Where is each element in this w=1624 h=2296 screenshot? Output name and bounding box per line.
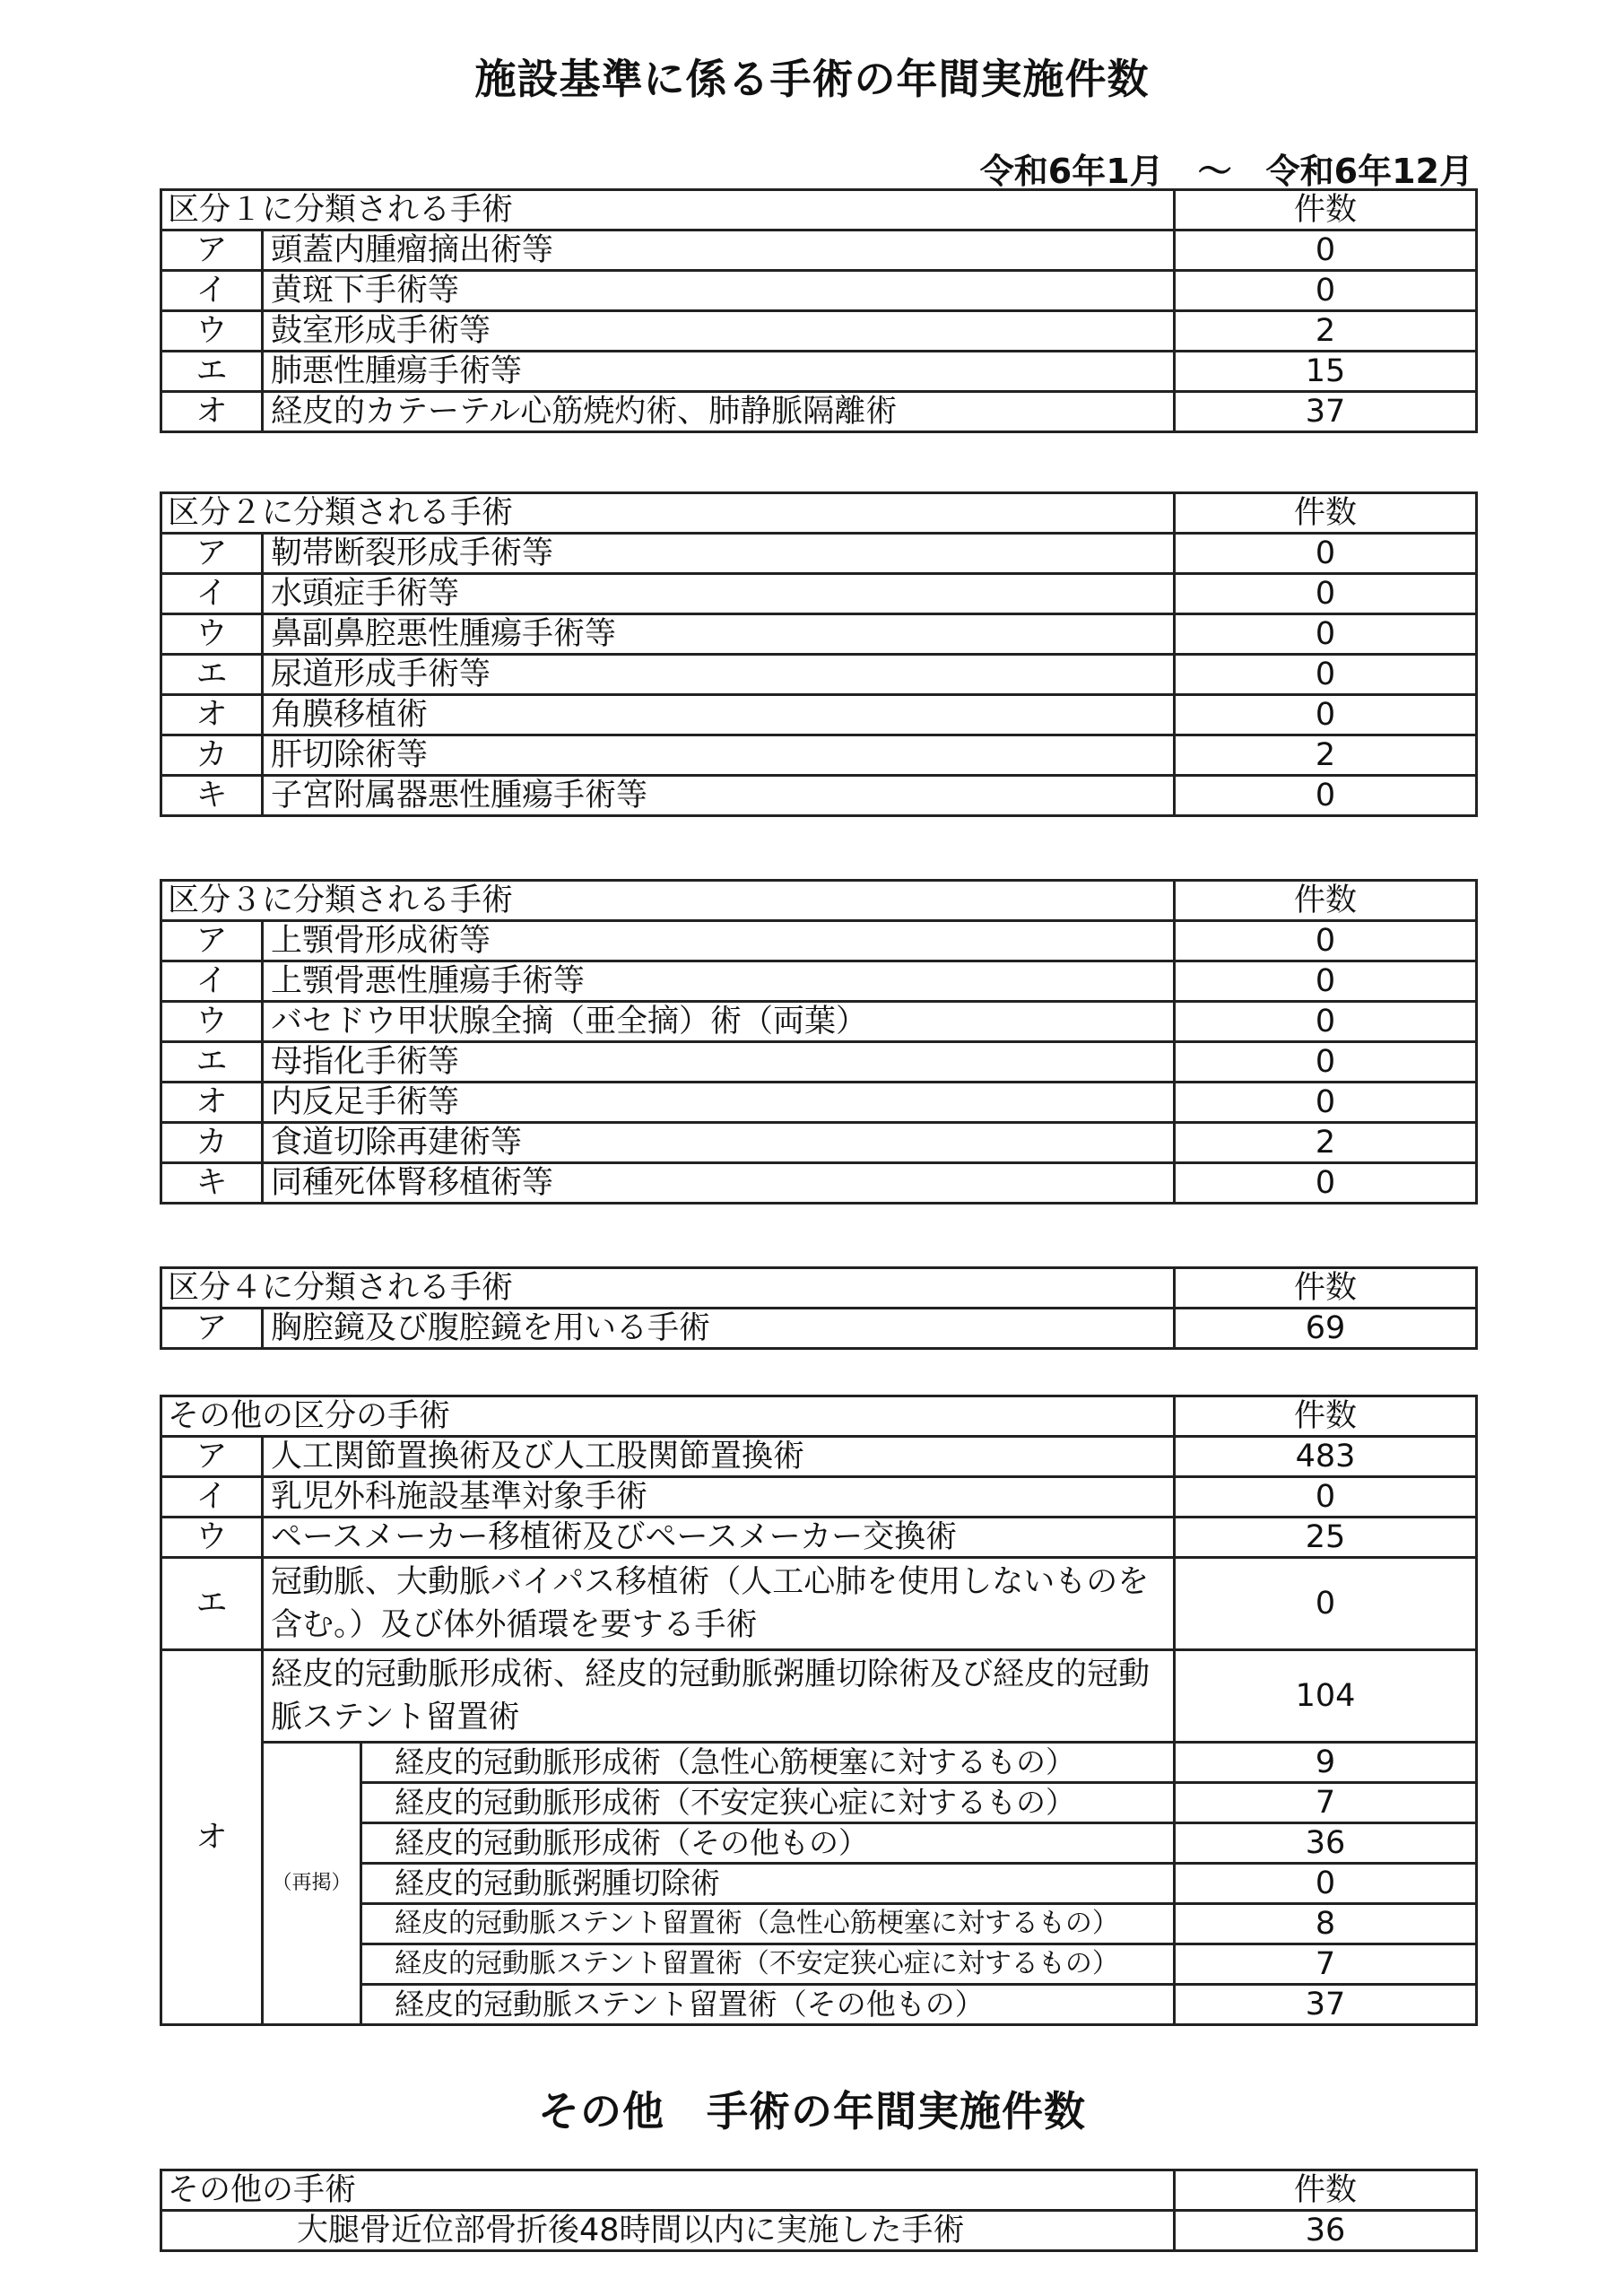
other-title: その他 手術の年間実施件数 [538,2087,1086,2135]
sub-procedure-count: 0 [1175,1864,1477,1904]
section-1-table [160,188,1478,433]
sub-procedure-count: 9 [1175,1743,1477,1783]
procedure-count: 69 [1175,1309,1477,1349]
section-header-row [161,881,1477,921]
row-letter: ア [161,230,263,271]
procedure-count: 0 [1175,1083,1477,1123]
row-letter: イ [161,271,263,311]
table-row [161,1163,1477,1204]
procedure-name: 肺悪性腫瘍手術等 [263,352,1175,392]
procedure-count: 0 [1175,1558,1477,1650]
procedure-count: 2 [1175,735,1477,776]
procedure-name: 同種死体腎移植術等 [263,1163,1175,1204]
row-letter: ウ [161,614,263,655]
count-header: 件数 [1175,1396,1477,1437]
sub-procedure-name: 経皮的冠動脈ステント留置術（その他もの） [361,1985,1175,2025]
procedure-count: 104 [1175,1650,1477,1743]
procedure-count: 0 [1175,1042,1477,1083]
row-letter: カ [161,735,263,776]
row-letter: エ [161,1558,263,1650]
sub-procedure-name: 経皮的冠動脈形成術（急性心筋梗塞に対するもの） [361,1743,1175,1783]
section-header: 区分４に分類される手術 [161,1268,1175,1309]
procedure-name: 母指化手術等 [263,1042,1175,1083]
section-header-row [161,190,1477,230]
row-letter: キ [161,1163,263,1204]
row-letter: ア [161,534,263,574]
procedure-count: 0 [1175,614,1477,655]
restated-label: （再掲） [263,1743,361,2025]
table-row [161,1309,1477,1349]
procedure-name: 乳児外科施設基準対象手術 [263,1477,1175,1518]
table-row [161,2211,1477,2251]
procedure-count: 2 [1175,311,1477,352]
row-letter: エ [161,352,263,392]
row-letter: イ [161,961,263,1002]
section-header: 区分２に分類される手術 [161,493,1175,534]
section-4-table [160,1266,1478,1350]
procedure-count: 0 [1175,534,1477,574]
procedure-name: 黄斑下手術等 [263,271,1175,311]
count-header: 件数 [1175,2170,1477,2211]
procedure-name: 上顎骨形成術等 [263,921,1175,961]
sub-procedure-name: 経皮的冠動脈粥腫切除術 [361,1864,1175,1904]
procedure-name: 胸腔鏡及び腹腔鏡を用いる手術 [263,1309,1175,1349]
table-row [161,1558,1477,1650]
row-letter: キ [161,776,263,816]
section-2-table [160,491,1478,817]
procedure-count: 0 [1175,1163,1477,1204]
table-row [161,655,1477,695]
procedure-name: 鼻副鼻腔悪性腫瘍手術等 [263,614,1175,655]
sub-procedure-count: 36 [1175,1823,1477,1864]
section-header-row [161,493,1477,534]
procedure-count: 36 [1175,2211,1477,2251]
table-row [161,574,1477,614]
section-header: その他の手術 [161,2170,1175,2211]
procedure-name: 水頭症手術等 [263,574,1175,614]
procedure-count: 0 [1175,776,1477,816]
table-row [161,230,1477,271]
row-letter: オ [161,392,263,432]
table-row [161,1042,1477,1083]
count-header: 件数 [1175,190,1477,230]
procedure-name: 頭蓋内腫瘤摘出術等 [263,230,1175,271]
table-row [161,392,1477,432]
sub-procedure-name: 経皮的冠動脈ステント留置術（不安定狭心症に対するもの） [361,1944,1175,1985]
row-letter: カ [161,1123,263,1163]
sub-procedure-name: 経皮的冠動脈形成術（不安定狭心症に対するもの） [361,1783,1175,1823]
sub-procedure-count: 7 [1175,1783,1477,1823]
table-row [161,921,1477,961]
table-row [161,1437,1477,1477]
table-row [161,1518,1477,1558]
procedure-name: 経皮的カテーテル心筋焼灼術、肺静脈隔離術 [263,392,1175,432]
procedure-count: 0 [1175,271,1477,311]
table-row [161,776,1477,816]
row-letter: ウ [161,311,263,352]
procedure-count: 0 [1175,1002,1477,1042]
row-letter: ウ [161,1518,263,1558]
row-letter: エ [161,655,263,695]
section-header-row [161,2170,1477,2211]
procedure-count: 0 [1175,961,1477,1002]
section-3-table [160,879,1478,1205]
procedure-count: 0 [1175,655,1477,695]
table-row [161,534,1477,574]
sub-procedure-count: 8 [1175,1904,1477,1944]
procedure-name: 子宮附属器悪性腫瘍手術等 [263,776,1175,816]
row-letter: イ [161,1477,263,1518]
procedure-count: 0 [1175,230,1477,271]
row-letter: ア [161,921,263,961]
procedure-name: 靭帯断裂形成手術等 [263,534,1175,574]
count-header: 件数 [1175,881,1477,921]
count-header: 件数 [1175,1268,1477,1309]
table-row [161,1650,1477,1743]
section-header-row [161,1396,1477,1437]
procedure-count: 0 [1175,695,1477,735]
count-header: 件数 [1175,493,1477,534]
table-row [161,614,1477,655]
page-title: 施設基準に係る手術の年間実施件数 [474,55,1150,103]
table-row [161,1477,1477,1518]
procedure-count: 483 [1175,1437,1477,1477]
table-row [161,695,1477,735]
sub-procedure-count: 7 [1175,1944,1477,1985]
procedure-name: 大腿骨近位部骨折後48時間以内に実施した手術 [161,2211,1175,2251]
row-letter: オ [161,1650,263,2025]
procedure-name: 尿道形成手術等 [263,655,1175,695]
table-row [161,1123,1477,1163]
table-row [161,1743,1477,1783]
table-row [161,311,1477,352]
section-header: その他の区分の手術 [161,1396,1175,1437]
procedure-count: 15 [1175,352,1477,392]
section-6-table [160,2169,1478,2252]
sub-procedure-count: 37 [1175,1985,1477,2025]
procedure-name: 角膜移植術 [263,695,1175,735]
row-letter: イ [161,574,263,614]
procedure-count: 0 [1175,921,1477,961]
procedure-count: 2 [1175,1123,1477,1163]
row-letter: ウ [161,1002,263,1042]
procedure-count: 37 [1175,392,1477,432]
table-row [161,271,1477,311]
procedure-name: バセドウ甲状腺全摘（亜全摘）術（両葉） [263,1002,1175,1042]
procedure-count: 0 [1175,574,1477,614]
procedure-name: 鼓室形成手術等 [263,311,1175,352]
table-row [161,735,1477,776]
procedure-name: ペースメーカー移植術及びペースメーカー交換術 [263,1518,1175,1558]
procedure-name: 内反足手術等 [263,1083,1175,1123]
section-header-row [161,1268,1477,1309]
table-row [161,961,1477,1002]
row-letter: ア [161,1437,263,1477]
procedure-count: 0 [1175,1477,1477,1518]
section-header: 区分３に分類される手術 [161,881,1175,921]
sub-procedure-name: 経皮的冠動脈ステント留置術（急性心筋梗塞に対するもの） [361,1904,1175,1944]
procedure-name: 上顎骨悪性腫瘍手術等 [263,961,1175,1002]
row-letter: エ [161,1042,263,1083]
table-row [161,352,1477,392]
table-row [161,1083,1477,1123]
row-letter: オ [161,695,263,735]
row-letter: オ [161,1083,263,1123]
procedure-name: 経皮的冠動脈形成術、経皮的冠動脈粥腫切除術及び経皮的冠動脈ステント留置術 [263,1650,1175,1743]
procedure-name: 肝切除術等 [263,735,1175,776]
table-row [161,1002,1477,1042]
sub-procedure-name: 経皮的冠動脈形成術（その他もの） [361,1823,1175,1864]
procedure-name: 冠動脈、大動脈バイパス移植術（人工心肺を使用しないものを含む。）及び体外循環を要する手術 [263,1558,1175,1650]
section-5-table [160,1395,1478,2026]
row-letter: ア [161,1309,263,1349]
procedure-count: 25 [1175,1518,1477,1558]
period-range: 令和6年1月 ～ 令和6年12月 [979,152,1473,191]
section-header: 区分１に分類される手術 [161,190,1175,230]
procedure-name: 食道切除再建術等 [263,1123,1175,1163]
procedure-name: 人工関節置換術及び人工股関節置換術 [263,1437,1175,1477]
